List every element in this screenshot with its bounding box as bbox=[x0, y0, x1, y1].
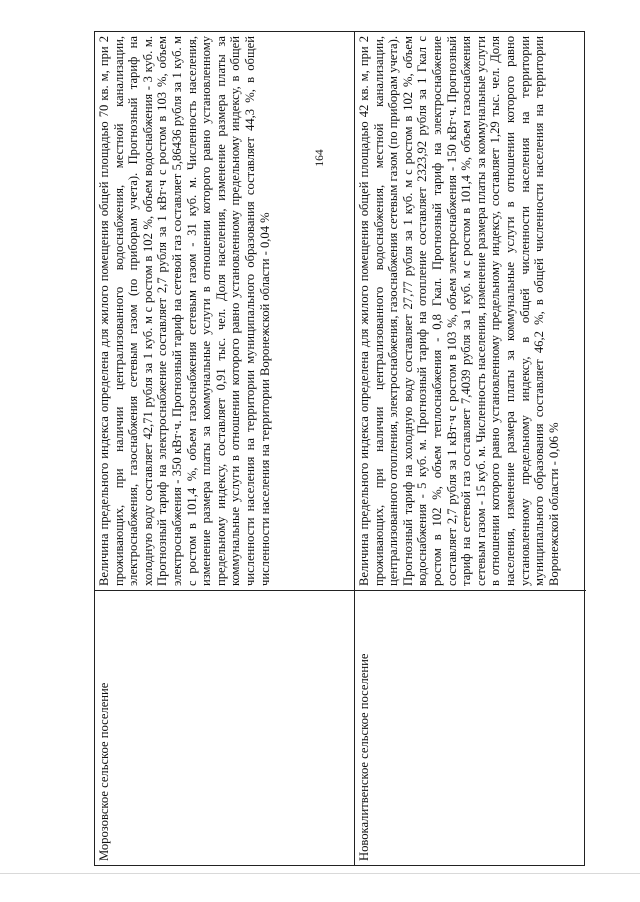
table-row bbox=[95, 32, 355, 865]
table-row bbox=[355, 32, 586, 865]
settlement-index-table bbox=[94, 31, 585, 866]
index-description-cell: Величина предельного индекса определена для жилого помещения общей площадью 42 кв. м, при 2 проживающих, при наличии централизованного водоснабжения, местной канализации, централизованного отопления, электроснабжения, газоснабжения сетевым газом (по приборам учета). Прогнозный тариф на холодную воду составляет 27,77 рубля за 1 куб. м с ростом в 102 %, объем водоснабжения - 5 куб. м. Прогнозный тариф на отопление составляет 2323,92 рубля за 1 Гкал с ростом в 102 %, объем теплоснабжения - 0,8 Гкал. Прогнозный тариф на электроснабжение составляет 2,7 рубля за 1 кВт·ч с ростом в 103 %, объем электроснабжения - 150 кВт·ч. Прогнозный тариф на сетевой газ составляет 7,4039 рубля за 1 куб. м с ростом в 101,4 %, объем газоснабжения сетевым газом - 15 куб. м. Численность населения, изменение размера платы за коммунальные услуги в отношении которого равно установленному предельному индексу, составляет 1,29 тыс. чел. Доля населения, изменение размера платы за коммунальные услуги в отношении которого равно установленному предельному индексу, в общей численности населения на территории муниципального образования составляет 46,2 %, в общей численности населения на территории Воронежской области - 0,06 % bbox=[357, 36, 561, 586]
index-description-cell: Величина предельного индекса определена для жилого помещения общей площадью 70 кв. м, при 2 проживающих, при наличии централизованного водоснабжения, местной канализации, электроснабжения, газоснабжения сетевым газом (по приборам учета). Прогнозный тариф на холодную воду составляет 42,71 рубля за 1 куб. м с ростом в 102 %, объем водоснабжения - 3 куб. м. Прогнозный тариф на электроснабжение составляет 2,7 рубля за 1 кВт·ч с ростом в 103 %, объем электроснабжения - 350 кВт·ч. Прогнозный тариф на сетевой газ составляет 5,86436 рубля за 1 куб. м с ростом в 101,4 %, объем газоснабжения сетевым газом - 31 куб. м. Численность населения, изменение размера платы за коммунальные услуги в отношении которого равно установленному предельному индексу, составляет 0,91 тыс. чел. Доля населения, изменение размера платы за коммунальные услуги в отношении которого равно установленному предельному индексу, в общей численности населения на территории муниципального образования составляет 44,3 %, в общей численности населения на территории Воронежской области - 0,04 % bbox=[97, 36, 272, 586]
settlement-name-cell: Новокалитвенское сельское поселение bbox=[355, 590, 586, 865]
page-number: 164 bbox=[314, 149, 326, 167]
settlement-name-cell: Морозовское сельское поселение bbox=[95, 590, 354, 865]
page-edge-line bbox=[0, 873, 640, 874]
